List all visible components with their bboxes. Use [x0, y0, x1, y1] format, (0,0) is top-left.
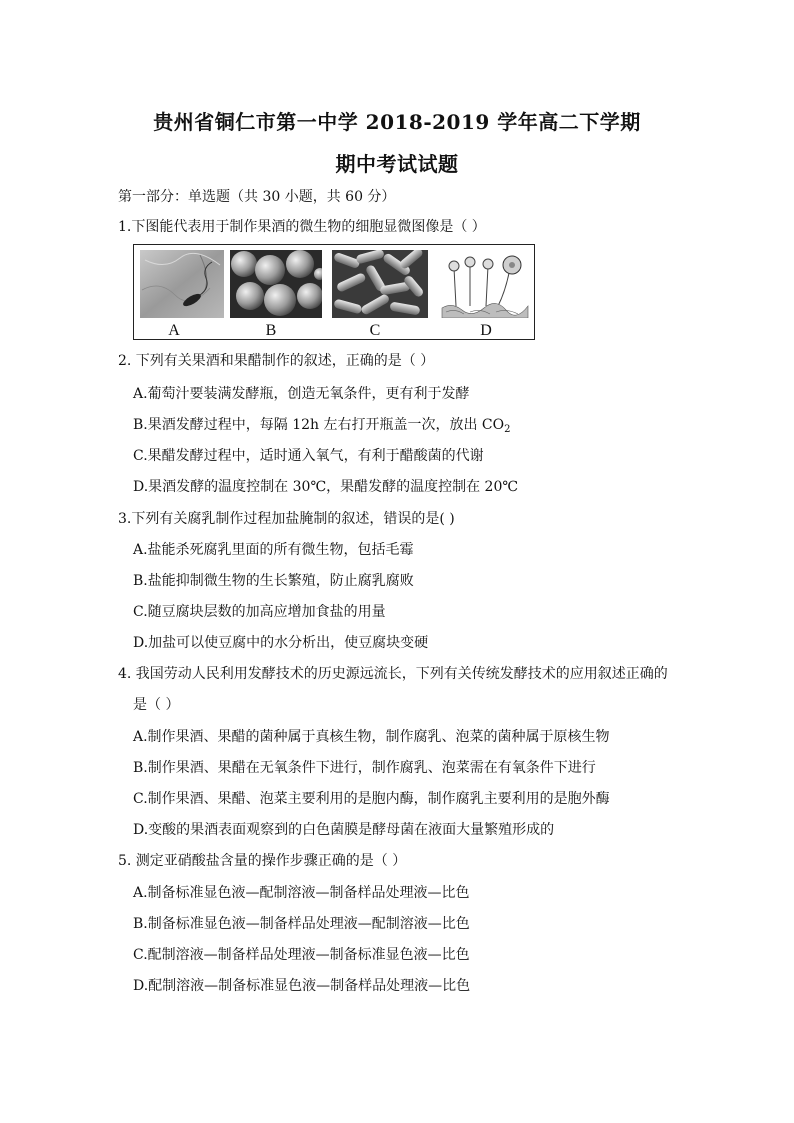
question-3-option-c: C.随豆腐块层数的加高应增加食盐的用量	[133, 604, 386, 620]
question-1-stem: 1.下图能代表用于制作果酒的微生物的细胞显微图像是（ ）	[118, 219, 486, 235]
question-3-stem: 3.下列有关腐乳制作过程加盐腌制的叙述，错误的是( )	[118, 511, 455, 527]
figure-label-d: D	[480, 322, 492, 339]
question-4-option-a: A.制作果酒、果醋的菌种属于真核生物，制作腐乳、泡菜的菌种属于原核生物	[133, 729, 610, 745]
exam-subtitle: 期中考试试题	[335, 152, 459, 176]
micrograph-c-image	[332, 250, 428, 318]
figure-label-a: A	[168, 322, 180, 339]
exam-title: 贵州省铜仁市第一中学 2018-2019 学年高二下学期	[153, 110, 641, 134]
question-5-option-b: B.制备标准显色液—制备样品处理液—配制溶液—比色	[133, 916, 470, 932]
question-3-option-d: D.加盐可以使豆腐中的水分析出，使豆腐块变硬	[133, 635, 429, 651]
question-2-option-d: D.果酒发酵的温度控制在 30℃，果醋发酵的温度控制在 20℃	[133, 479, 519, 495]
question-4-option-c: C.制作果酒、果醋、泡菜主要利用的是胞内酶，制作腐乳主要利用的是胞外酶	[133, 791, 610, 807]
question-3-option-b: B.盐能抑制微生物的生长繁殖，防止腐乳腐败	[133, 573, 414, 589]
question-2-stem: 2. 下列有关果酒和果醋制作的叙述，正确的是（ ）	[118, 353, 435, 369]
question-1-figure	[133, 244, 535, 340]
question-3-option-a: A.盐能杀死腐乳里面的所有微生物，包括毛霉	[133, 542, 414, 558]
micrograph-d-image	[440, 250, 530, 318]
question-4-stem-continued: 是（ ）	[133, 697, 180, 713]
question-5-option-a: A.制备标准显色液—配制溶液—制备样品处理液—比色	[133, 885, 470, 901]
figure-label-b: B	[265, 322, 277, 339]
question-4-option-b: B.制作果酒、果醋在无氧条件下进行，制作腐乳、泡菜需在有氧条件下进行	[133, 760, 596, 776]
question-4-option-d: D.变酸的果酒表面观察到的白色菌膜是酵母菌在液面大量繁殖形成的	[133, 822, 555, 838]
question-5-stem: 5. 测定亚硝酸盐含量的操作步骤正确的是（ ）	[118, 853, 407, 869]
question-2-option-a: A.葡萄汁要装满发酵瓶，创造无氧条件，更有利于发酵	[133, 386, 470, 402]
figure-label-c: C	[369, 322, 381, 339]
question-2-option-b: B.果酒发酵过程中，每隔 12h 左右打开瓶盖一次，放出 $CO_2$	[133, 417, 511, 435]
question-5-option-c: C.配制溶液—制备样品处理液—制备标准显色液—比色	[133, 947, 470, 963]
micrograph-b-image	[230, 250, 322, 318]
section-heading: 第一部分：单选题（共 30 小题，共 60 分）	[118, 189, 396, 205]
question-5-option-d: D.配制溶液—制备标准显色液—制备样品处理液—比色	[133, 978, 471, 994]
question-2-option-c: C.果醋发酵过程中，适时通入氧气，有利于醋酸菌的代谢	[133, 448, 484, 464]
micrograph-a-image	[140, 250, 224, 318]
question-4-stem: 4. 我国劳动人民利用发酵技术的历史源远流长，下列有关传统发酵技术的应用叙述正确的	[118, 666, 668, 682]
